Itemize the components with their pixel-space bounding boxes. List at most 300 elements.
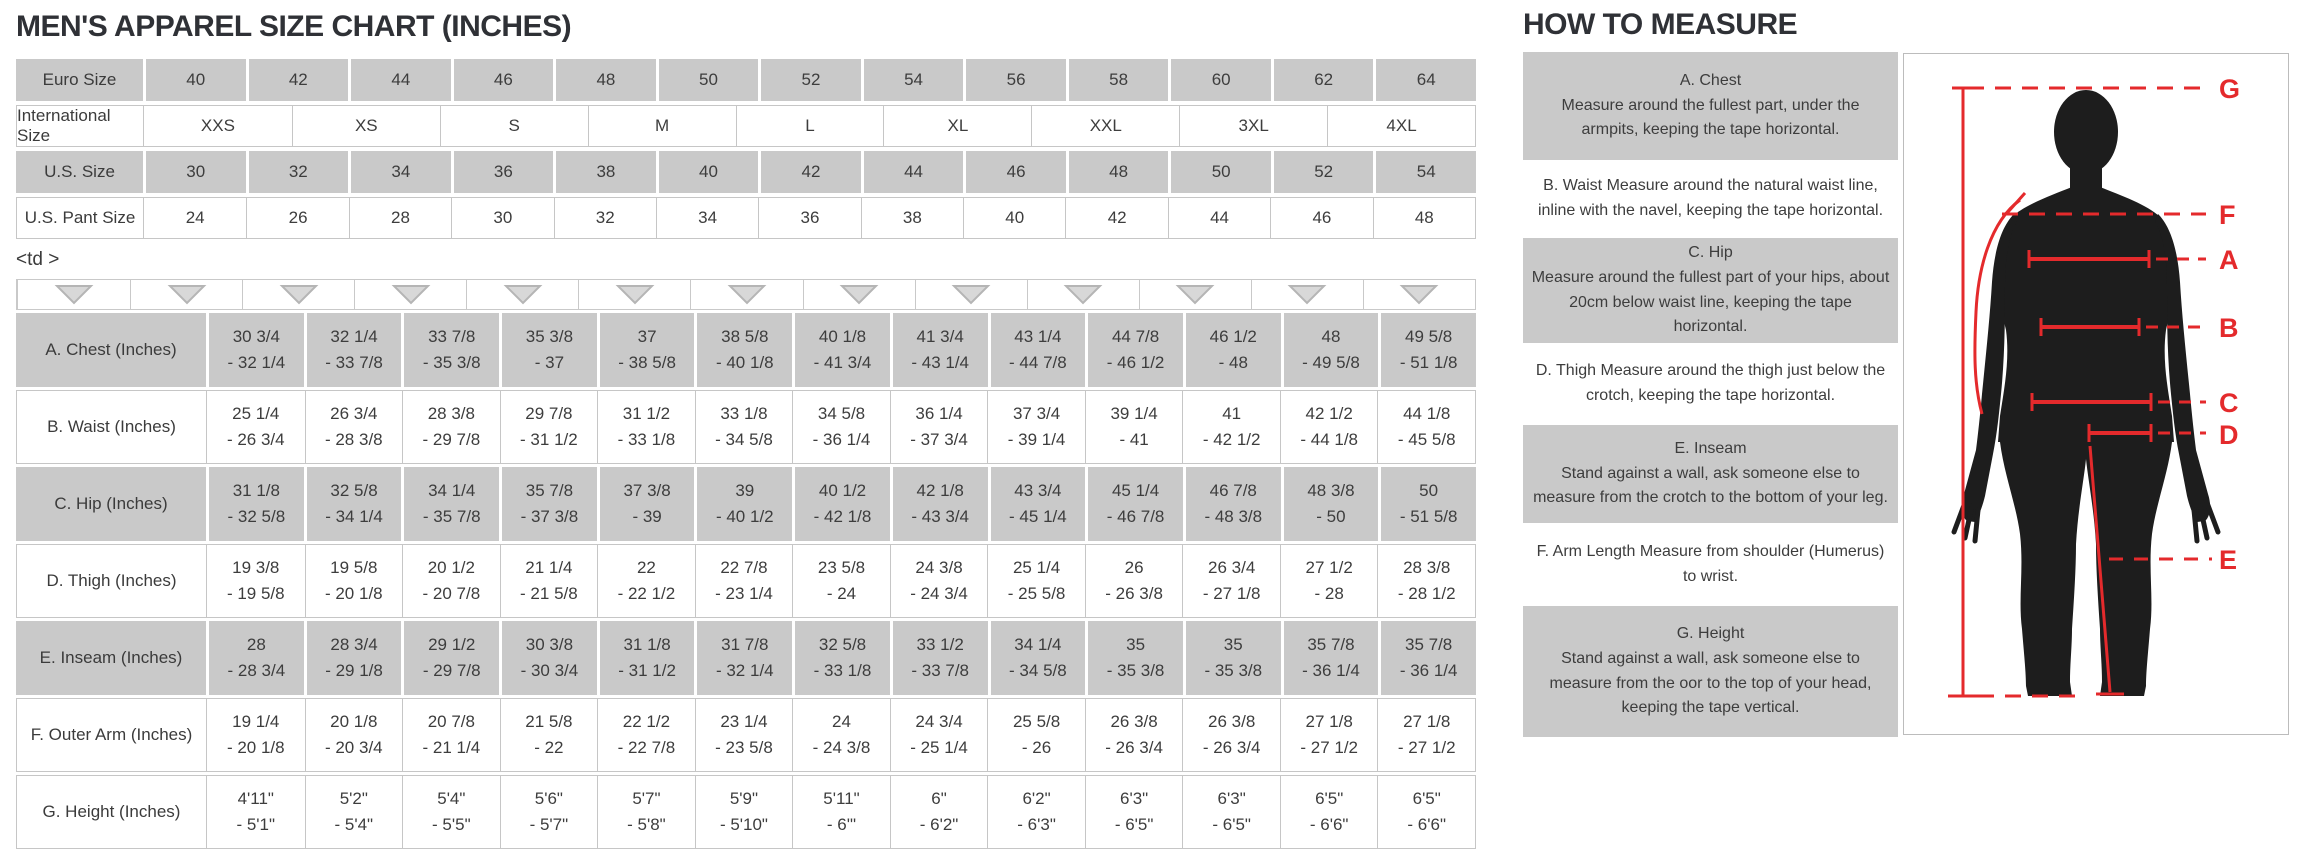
measurement-cell: [305, 699, 403, 771]
measurement-cell: [1085, 699, 1183, 771]
measurement-cell: [1085, 391, 1183, 463]
measurement-cell-line: - 38 5/8: [618, 353, 676, 372]
size-header-row: [16, 151, 1476, 193]
measurement-cell: [305, 545, 403, 617]
measurement-cell-line: - 34 5/8: [715, 430, 773, 449]
size-cell: 40: [963, 198, 1065, 238]
size-cell: 48: [1373, 198, 1475, 238]
label-E: E: [2219, 545, 2238, 575]
measurement-cell-line: - 27 1/2: [1300, 738, 1359, 757]
measurement-cell-line: - 41: [1119, 430, 1149, 449]
measurement-cell-line: 26 3/8: [1208, 712, 1256, 731]
measurement-cell: [207, 776, 305, 848]
measurement-cell-line: - 42 1/2: [1202, 430, 1261, 449]
measurement-cell-line: - 35 3/8: [1106, 661, 1165, 680]
measurement-cell: [792, 391, 890, 463]
column-dropdown-triangle[interactable]: [1363, 280, 1475, 309]
column-dropdown-triangle[interactable]: [354, 280, 466, 309]
measurement-cell: [1284, 621, 1379, 695]
measurement-cell: [600, 621, 695, 695]
column-dropdown-triangle[interactable]: [1251, 280, 1363, 309]
measurement-cell-line: - 6'6": [1309, 815, 1349, 834]
measurement-row: [16, 390, 1476, 464]
measurement-cell-line: 21 1/4: [525, 558, 573, 577]
measurement-cell: [404, 621, 499, 695]
how-to-item-text: Measure around the fullest part, under the armpits, keeping the tape horizontal.: [1561, 96, 1860, 139]
measurement-cell: [597, 545, 695, 617]
size-cell: 24: [185, 208, 205, 227]
size-cell: 32: [249, 151, 349, 193]
measurement-cell-line: 30 3/8: [525, 635, 574, 654]
measurement-cell: [1377, 391, 1475, 463]
measurement-cell-line: - 41 3/4: [813, 353, 872, 372]
measurement-cell-line: - 22 1/2: [617, 584, 676, 603]
measurement-cell: [404, 313, 499, 387]
measurement-row-label: A. Chest (Inches): [16, 313, 206, 387]
measurement-cell: [991, 621, 1086, 695]
measurement-cell-line: - 42 1/8: [813, 507, 872, 526]
size-cell: 54: [1376, 151, 1476, 193]
measurement-cell-line: 24 3/8: [915, 558, 963, 577]
how-to-list: [1523, 52, 1898, 737]
measurement-cell-line: 20 1/2: [427, 558, 475, 577]
measurement-cell: [1085, 776, 1183, 848]
measurement-cell-line: - 6'5": [1212, 815, 1251, 834]
measurement-row-label: G. Height (Inches): [17, 776, 207, 848]
size-cell: XS: [292, 106, 440, 146]
measurement-cell-line: 33 1/2: [916, 635, 964, 654]
measurement-cell-line: 28 3/8: [1403, 558, 1451, 577]
measurement-cell-line: - 27 1/2: [1397, 738, 1456, 757]
measurement-cell: [402, 776, 500, 848]
row-cells: [146, 59, 1476, 101]
size-cell: 52: [1274, 151, 1374, 193]
size-cell: XL: [883, 106, 1031, 146]
size-cell: 40: [146, 59, 246, 101]
size-cell: 42: [761, 151, 861, 193]
measurement-cell: [1088, 621, 1183, 695]
size-header-row: [16, 59, 1476, 101]
measurement-cell: [695, 391, 793, 463]
measurement-cell-line: 19 5/8: [330, 558, 378, 577]
label-F: F: [2219, 200, 2236, 230]
measurement-cell: [1182, 391, 1280, 463]
measurement-cell: [1280, 699, 1378, 771]
measurement-cell: [991, 313, 1086, 387]
measurement-cell-line: - 23 1/4: [715, 584, 773, 603]
measurement-cell: [697, 467, 792, 541]
measurement-cell-line: - 5'8": [627, 815, 666, 834]
measurement-cell-line: - 35 3/8: [1204, 661, 1263, 680]
dropdown-triangle-icon: [1287, 284, 1327, 305]
measurement-cell-line: - 33 1/8: [813, 661, 872, 680]
measurement-cell-line: 42 1/8: [916, 481, 964, 500]
measurement-cell-line: - 30 3/4: [520, 661, 579, 680]
measurement-cell: [207, 391, 305, 463]
measurement-cell-line: 32 5/8: [330, 481, 378, 500]
dropdown-triangle-icon: [279, 284, 319, 305]
size-cell: 42: [1065, 198, 1167, 238]
measurement-cell: [307, 621, 402, 695]
measurement-cell-line: 41: [1222, 404, 1242, 423]
measurement-row: [16, 621, 1476, 695]
measurement-cell-line: 42 1/2: [1305, 404, 1353, 423]
measurement-cell-line: - 5'10": [719, 815, 768, 834]
measurement-cell-line: - 20 7/8: [422, 584, 481, 603]
measurement-cell: [404, 467, 499, 541]
measurement-cell: [792, 545, 890, 617]
measurement-cell-line: 5'9": [729, 789, 759, 808]
measurement-cell: [402, 699, 500, 771]
measurement-cell: [1182, 776, 1280, 848]
measurement-cell-line: - 27 1/8: [1202, 584, 1261, 603]
size-cell: 4XL: [1327, 106, 1475, 146]
size-cell: 48: [1069, 151, 1169, 193]
size-cell: 3XL: [1179, 106, 1327, 146]
measurement-cell-line: 6'3": [1120, 789, 1149, 808]
size-chart-panel: [16, 10, 1476, 852]
how-to-item-text: Measure around the fullest part of your hips, about 20cm below waist line, keeping the tape horizontal.: [1531, 268, 1890, 336]
row-label: U.S. Pant Size: [17, 198, 144, 238]
measurement-cell-line: - 19 5/8: [226, 584, 285, 603]
measurement-cell-line: 39 1/4: [1110, 404, 1158, 423]
measurement-cell: [597, 391, 695, 463]
how-to-item-text: Stand against a wall, ask someone else to measure from the crotch to the bottom of your leg.: [1533, 464, 1888, 507]
measurement-cell: [500, 699, 598, 771]
size-cell: 64: [1376, 59, 1476, 101]
how-to-item: [1523, 238, 1898, 343]
finger-lines: [1954, 500, 2218, 541]
measurement-cell-line: 35 7/8: [1405, 635, 1453, 654]
measurement-cell-line: - 21 1/4: [422, 738, 481, 757]
measurement-cell: [500, 391, 598, 463]
measurement-cell-line: - 26: [1021, 738, 1052, 757]
measurement-cell-line: 22: [636, 558, 656, 577]
measurement-cell-line: 46 1/2: [1209, 327, 1257, 346]
measurement-cell-line: 32 5/8: [818, 635, 867, 654]
measurement-cell-line: 28 3/4: [330, 635, 378, 654]
size-cell: 46: [1270, 198, 1372, 238]
measurement-cell-line: 35 7/8: [525, 481, 574, 500]
size-cell: 50: [659, 59, 759, 101]
measurement-row-cells: [207, 545, 1475, 617]
measurement-cell-line: 39: [735, 481, 755, 500]
measurement-cell-line: - 50: [1316, 507, 1346, 526]
measurement-row-label: C. Hip (Inches): [16, 467, 206, 541]
triangle-cells: [18, 280, 1475, 309]
measurement-cell: [1381, 621, 1476, 695]
measurement-cell-line: 48: [1321, 327, 1341, 346]
size-cell: 44: [864, 151, 964, 193]
how-to-item: [1523, 350, 1898, 418]
measurement-cell: [1377, 699, 1475, 771]
measurement-cell-line: 50: [1419, 481, 1439, 500]
measurement-cell-line: 5'4": [437, 789, 466, 808]
measurement-cell-line: - 22 7/8: [617, 738, 676, 757]
column-dropdown-triangle[interactable]: [915, 280, 1027, 309]
measurement-cell-line: 29 7/8: [525, 404, 573, 423]
measurement-cell-line: - 29 1/8: [325, 661, 383, 680]
dropdown-triangle-icon: [1063, 284, 1103, 305]
measurement-cell-line: 40 1/2: [818, 481, 867, 500]
measurement-cell-line: 22 7/8: [720, 558, 768, 577]
measurement-cell-line: - 46 1/2: [1106, 353, 1165, 372]
measurement-cell: [697, 621, 792, 695]
size-cell: 46: [966, 151, 1066, 193]
measurement-cell: [1088, 467, 1183, 541]
measurement-cell: [1284, 313, 1379, 387]
dropdown-triangle-icon: [391, 284, 431, 305]
measurement-cell-line: 33 1/8: [720, 404, 768, 423]
how-to-item-text: B. Waist Measure around the natural waist line, inline with the navel, keeping the tape horizontal.: [1537, 177, 1884, 219]
measurement-cell-line: - 6'": [826, 815, 857, 834]
measurement-cell-line: - 6'5": [1114, 815, 1154, 834]
measurement-cell: [307, 313, 402, 387]
measurement-cell-line: - 37 3/8: [520, 507, 579, 526]
measurement-cell-line: 19 1/4: [232, 712, 280, 731]
measurement-cell-line: - 5'4": [334, 815, 374, 834]
column-dropdown-triangle[interactable]: [242, 280, 354, 309]
how-to-item-heading: C. Hip: [1688, 243, 1733, 261]
measurement-cell-line: 6'2": [1022, 789, 1051, 808]
column-dropdown-triangle[interactable]: [1027, 280, 1139, 309]
measurement-row: [16, 467, 1476, 541]
measurement-cell: [795, 621, 890, 695]
measurement-row: [16, 698, 1476, 772]
measurement-cell-line: 35: [1126, 635, 1146, 654]
column-dropdown-triangle[interactable]: [803, 280, 915, 309]
measurement-cell-line: - 35 7/8: [422, 507, 481, 526]
size-cell: 56: [966, 59, 1066, 101]
row-label: U.S. Size: [16, 151, 143, 193]
measurement-cell-line: - 39 1/4: [1007, 430, 1066, 449]
size-header-row: [16, 105, 1476, 147]
column-dropdown-triangle[interactable]: [1139, 280, 1251, 309]
measurement-cell-line: 29 1/2: [428, 635, 476, 654]
measurement-cell-line: 38 5/8: [721, 327, 769, 346]
measurement-cell-line: 25 5/8: [1012, 712, 1061, 731]
measurement-cell-line: 22 1/2: [622, 712, 671, 731]
measurement-cell-line: - 20 1/8: [324, 584, 383, 603]
measurement-cell-line: 37 3/4: [1012, 404, 1061, 423]
measurement-cell: [502, 467, 597, 541]
measurement-cell-line: 25 1/4: [1012, 558, 1061, 577]
measurement-cell: [502, 621, 597, 695]
measurement-cell-line: 20 7/8: [427, 712, 475, 731]
measurement-cell-line: - 25 5/8: [1007, 584, 1066, 603]
measurement-cell-line: 48 3/8: [1307, 481, 1355, 500]
measurement-cell-line: 31 7/8: [721, 635, 769, 654]
measurement-cell-line: - 43 3/4: [911, 507, 970, 526]
measurement-cell-line: - 43 1/4: [911, 353, 970, 372]
measurement-cell-line: - 21 5/8: [520, 584, 578, 603]
measurement-cell-line: - 28: [1314, 584, 1344, 603]
how-to-item-text: Stand against a wall, ask someone else to measure from the oor to the top of your head, keeping the tape vertical.: [1549, 649, 1872, 717]
measurement-cell: [890, 391, 988, 463]
measurement-cell: [1186, 313, 1281, 387]
measurement-cell-line: - 51 5/8: [1399, 507, 1458, 526]
measurement-cell-line: - 32 1/4: [227, 353, 286, 372]
measurement-cell: [695, 545, 793, 617]
measurement-cell: [209, 467, 304, 541]
measurement-table: [16, 279, 1476, 849]
measurement-cell-line: - 29 7/8: [422, 430, 481, 449]
measurement-cell-line: 34 1/4: [1014, 635, 1062, 654]
measurement-row-cells: [207, 391, 1475, 463]
measurement-cell-line: 5'11": [823, 789, 860, 808]
measurement-cell: [209, 313, 304, 387]
measurement-cell-line: - 48: [1218, 353, 1248, 372]
size-cell: 44: [351, 59, 451, 101]
triangle-row: [16, 279, 1476, 310]
dropdown-triangle-icon: [1399, 284, 1439, 305]
size-cell: 36: [454, 151, 554, 193]
measurement-cell-line: - 29 7/8: [422, 661, 481, 680]
measurement-cell-line: - 28 3/8: [324, 430, 383, 449]
how-to-item: [1523, 52, 1898, 160]
label-B: B: [2219, 313, 2239, 343]
measurement-cell-line: - 44 7/8: [1009, 353, 1067, 372]
measurement-cell: [207, 699, 305, 771]
size-cell: 32: [554, 198, 656, 238]
size-cell: 28: [349, 198, 451, 238]
measurement-cell: [402, 391, 500, 463]
how-to-item: [1523, 425, 1898, 523]
measurement-cell-line: - 33 7/8: [911, 661, 970, 680]
measurement-cell-line: 31 1/8: [232, 481, 280, 500]
measurement-cell-line: 32 1/4: [330, 327, 378, 346]
measurement-cell: [792, 699, 890, 771]
measurement-cell-line: - 37 3/4: [910, 430, 968, 449]
measurement-cell-line: 6'3": [1217, 789, 1246, 808]
label-D: D: [2219, 420, 2239, 450]
how-to-item: [1523, 530, 1898, 599]
column-dropdown-triangle[interactable]: [466, 280, 578, 309]
measurement-cell-line: - 20 1/8: [226, 738, 285, 757]
measurement-cell-line: 34 1/4: [428, 481, 476, 500]
how-to-item-text: D. Thigh Measure around the thigh just below the crotch, keeping the tape horizontal.: [1535, 362, 1886, 404]
size-cell: 44: [1168, 198, 1270, 238]
measurement-cell: [305, 776, 403, 848]
body-measurement-diagram: [1903, 53, 2289, 735]
measurement-cell-line: 5'2": [339, 789, 368, 808]
measurement-row-cells: [207, 776, 1475, 848]
column-dropdown-triangle[interactable]: [130, 280, 242, 309]
measurement-cell-line: - 25 1/4: [910, 738, 968, 757]
measurement-cell-line: - 32 5/8: [227, 507, 286, 526]
measurement-cell-line: - 31 1/2: [520, 430, 578, 449]
measurement-cell-line: - 5'5": [432, 815, 471, 834]
measurement-cell-line: - 22: [534, 738, 564, 757]
row-label: International Size: [17, 106, 144, 146]
measurement-cell: [1377, 545, 1475, 617]
measurement-cell: [305, 391, 403, 463]
measurement-cell: [890, 776, 988, 848]
measurement-cell-line: - 5'1": [236, 815, 276, 834]
measurement-cell: [597, 776, 695, 848]
size-cell: 52: [761, 59, 861, 101]
size-cell: 50: [1171, 151, 1271, 193]
measurement-cell-line: 19 3/8: [232, 558, 280, 577]
measurement-cell-line: - 49 5/8: [1302, 353, 1360, 372]
measurement-cell-line: 26 3/4: [330, 404, 378, 423]
measurement-cell-line: - 28 3/4: [227, 661, 286, 680]
how-to-measure-title: HOW TO MEASURE: [1523, 8, 1798, 41]
measurement-cell-line: - 37: [534, 353, 565, 372]
measurement-cell-line: 43 1/4: [1014, 327, 1062, 346]
column-dropdown-triangle[interactable]: [18, 280, 130, 309]
measurement-row: [16, 313, 1476, 387]
measurement-cell-line: 27 1/8: [1403, 712, 1451, 731]
measurement-cell: [697, 313, 792, 387]
size-cell: 48: [556, 59, 656, 101]
measurement-cell-line: - 24 3/8: [812, 738, 871, 757]
measurement-cell-line: 33 7/8: [428, 327, 476, 346]
size-cell: S: [440, 106, 588, 146]
measurement-cell-line: 45 1/4: [1111, 481, 1160, 500]
measurement-cell: [987, 776, 1085, 848]
measurement-cell-line: 44 7/8: [1111, 327, 1160, 346]
measurement-cell-line: 26 3/4: [1208, 558, 1256, 577]
measurement-cell-line: 35 7/8: [1307, 635, 1355, 654]
measurement-cell-line: - 26 3/8: [1105, 584, 1163, 603]
measurement-row-cells: [209, 467, 1476, 541]
column-dropdown-triangle[interactable]: [578, 280, 690, 309]
measurement-cell: [991, 467, 1086, 541]
column-dropdown-triangle[interactable]: [690, 280, 802, 309]
how-to-item: [1523, 167, 1898, 231]
page-title: MEN'S APPAREL SIZE CHART (INCHES): [16, 10, 572, 43]
how-to-item-text: F. Arm Length Measure from shoulder (Humerus) to wrist.: [1536, 542, 1885, 585]
measurement-cell-line: 28 3/8: [427, 404, 475, 423]
measurement-cell-line: - 6'2": [919, 815, 959, 834]
measurement-cell-line: 23 1/4: [720, 712, 768, 731]
measurement-row-label: D. Thigh (Inches): [17, 545, 207, 617]
measurement-cell: [695, 699, 793, 771]
measurement-row-label: B. Waist (Inches): [17, 391, 207, 463]
size-cell: 26: [246, 198, 348, 238]
size-header-row: [16, 197, 1476, 239]
measurement-cell-line: 49 5/8: [1405, 327, 1453, 346]
measurement-cell: [987, 699, 1085, 771]
measurement-cell-line: - 33 7/8: [325, 353, 383, 372]
measurement-cell-line: 46 7/8: [1209, 481, 1257, 500]
measurement-row-cells: [209, 621, 1476, 695]
measurement-row: [16, 544, 1476, 618]
how-to-item-heading: A. Chest: [1679, 71, 1742, 89]
size-cell: 42: [249, 59, 349, 101]
measurement-cell: [1377, 776, 1475, 848]
measurement-cell-line: - 20 3/4: [324, 738, 383, 757]
measurement-cell: [1182, 699, 1280, 771]
measurement-cell: [795, 467, 890, 541]
measurement-cell: [500, 545, 598, 617]
measurement-cell-line: 23 5/8: [817, 558, 866, 577]
measurement-cell: [1186, 621, 1281, 695]
measurement-cell-line: 34 5/8: [817, 404, 866, 423]
measurement-cell-line: - 33 1/8: [617, 430, 676, 449]
measurement-cell: [307, 467, 402, 541]
measurement-cell-line: - 26 3/4: [1202, 738, 1261, 757]
measurement-cell: [792, 776, 890, 848]
measurement-cell-line: - 6'3": [1017, 815, 1056, 834]
how-to-item-heading: G. Height: [1676, 624, 1745, 642]
measurement-cell-line: - 24 3/4: [910, 584, 968, 603]
measurement-cell: [1284, 467, 1379, 541]
size-cell: XXL: [1031, 106, 1179, 146]
measurement-row-label: E. Inseam (Inches): [16, 621, 206, 695]
dropdown-triangle-icon: [167, 284, 207, 305]
